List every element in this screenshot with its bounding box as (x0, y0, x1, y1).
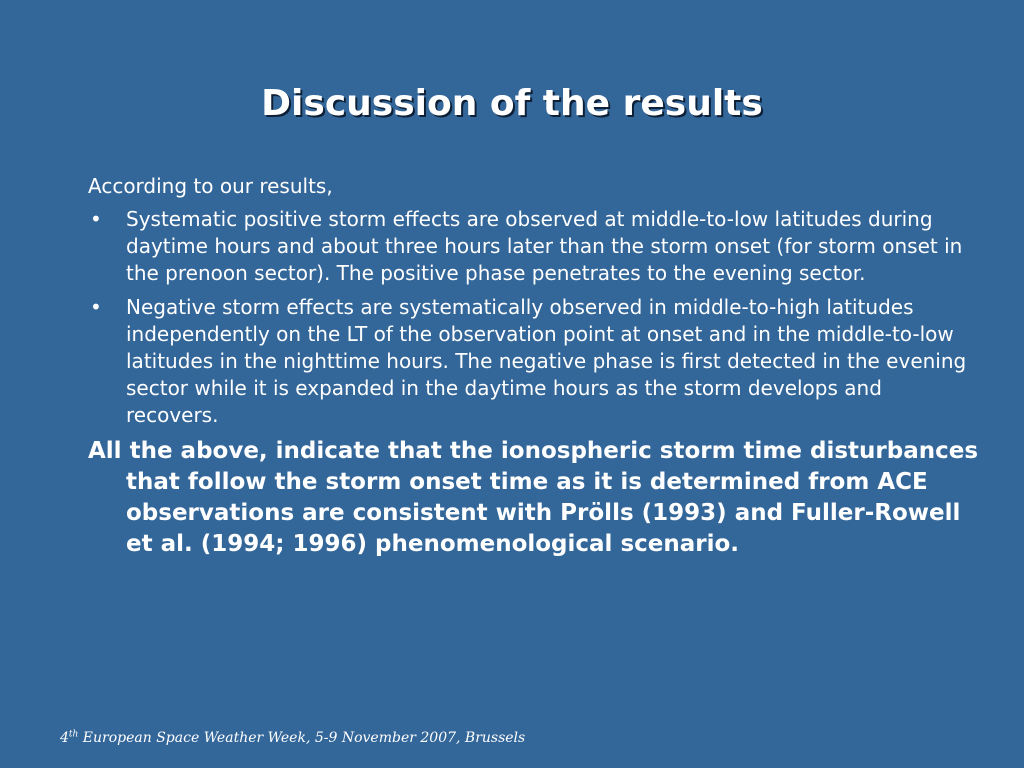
bullet-dot-icon: • (90, 207, 102, 231)
bullet-text: Negative storm effects are systematically observed in middle-to-high latitudes independently on the LT of the observation point at onset and in the middle-to-low latitudes in the nighttime hours. The negative phase is first detected in the evening sector while it is expanded in the daytime hours as the storm develops and recovers. (126, 295, 967, 427)
footer-superscript: th (68, 729, 79, 740)
bullet-item (88, 206, 968, 287)
footer-text: European Space Weather Week, 5-9 November 2007, Brussels (78, 730, 526, 746)
bullet-item (88, 294, 968, 429)
bullet-text: Systematic positive storm effects are observed at middle-to-low latitudes during daytime hours and about three hours later than the storm onset (for storm onset in the prenoon sector). The positive phase penetrates to the evening sector. (126, 207, 963, 285)
footer-number: 4 (60, 730, 69, 746)
slide-content (88, 172, 979, 560)
intro-text: According to our results, (88, 174, 333, 198)
bullet-list (88, 206, 968, 429)
slide-title: Discussion of the results (261, 83, 763, 124)
conclusion-text: All the above, indicate that the ionospheric storm time disturbances that follow the storm onset time as it is determined from ACE observations are consistent with Prölls (1993) and Fuller-Rowell et al. (1994; 1996) phenomenological scenario. (88, 438, 979, 557)
footer (60, 728, 525, 748)
bullet-dot-icon: • (90, 295, 102, 319)
